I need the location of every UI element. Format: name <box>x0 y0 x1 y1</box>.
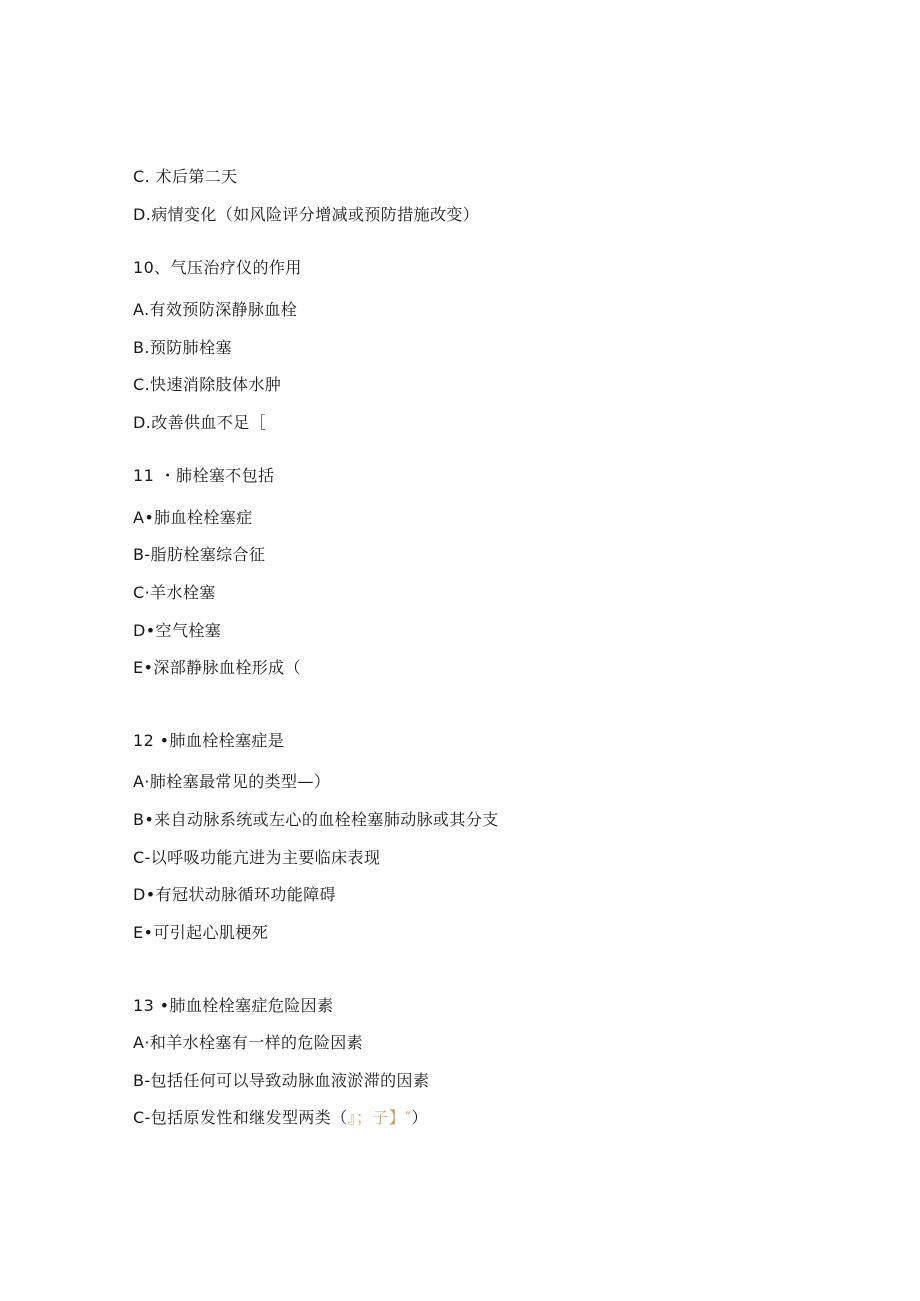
option-a-q12: A·肺栓塞最常见的类型—） <box>133 772 331 791</box>
question-11: 11 ・肺栓塞不包括 <box>133 466 275 485</box>
option-c-q10: C.快速消除肢体水肿 <box>133 375 282 394</box>
option-c-q12: C-以呼吸功能亢进为主要临床表现 <box>133 848 381 867</box>
question-12: 12 •肺血栓栓塞症是 <box>133 731 285 750</box>
option-c-q13 <box>133 1107 428 1129</box>
option-e-q11: E•深部静脉血栓形成（ <box>133 658 301 677</box>
option-c-q11: C·羊水栓塞 <box>133 583 216 602</box>
option-d-q10: D.改善供血不足［ <box>133 413 267 432</box>
option-a-q13: A·和羊水栓塞有一样的危险因素 <box>133 1033 364 1052</box>
question-10: 10、气压治疗仪的作用 <box>133 258 302 277</box>
option-b-q11: B-脂肪栓塞综合征 <box>133 545 266 564</box>
option-d-q9: D.病情变化（如风险评分增减或预防措施改变） <box>133 205 480 224</box>
option-a-q10: A.有效预防深静脉血栓 <box>133 300 298 319</box>
option-c-q13-close: ） <box>411 1108 428 1127</box>
question-13: 13 •肺血栓栓塞症危险因素 <box>133 996 334 1015</box>
option-d-q12: D•有冠状动脉循环功能障碍 <box>133 885 336 904</box>
option-c-q13-text: C-包括原发性和继发型两类（ <box>133 1108 348 1127</box>
option-b-q12: B•来自动脉系统或左心的血栓栓塞肺动脉或其分支 <box>133 810 499 829</box>
option-d-q11: D•空气栓塞 <box>133 621 222 640</box>
option-b-q10: B.预防肺栓塞 <box>133 338 232 357</box>
option-c-q9: C. 术后第二天 <box>133 167 238 186</box>
option-e-q12: E•可引起心肌梗死 <box>133 923 269 942</box>
option-b-q13: B-包括任何可以导致动脉血液淤滞的因素 <box>133 1071 430 1090</box>
option-c-q13-accent-text: 』；子】″ <box>347 1108 412 1127</box>
option-a-q11: A•肺血栓栓塞症 <box>133 508 253 527</box>
